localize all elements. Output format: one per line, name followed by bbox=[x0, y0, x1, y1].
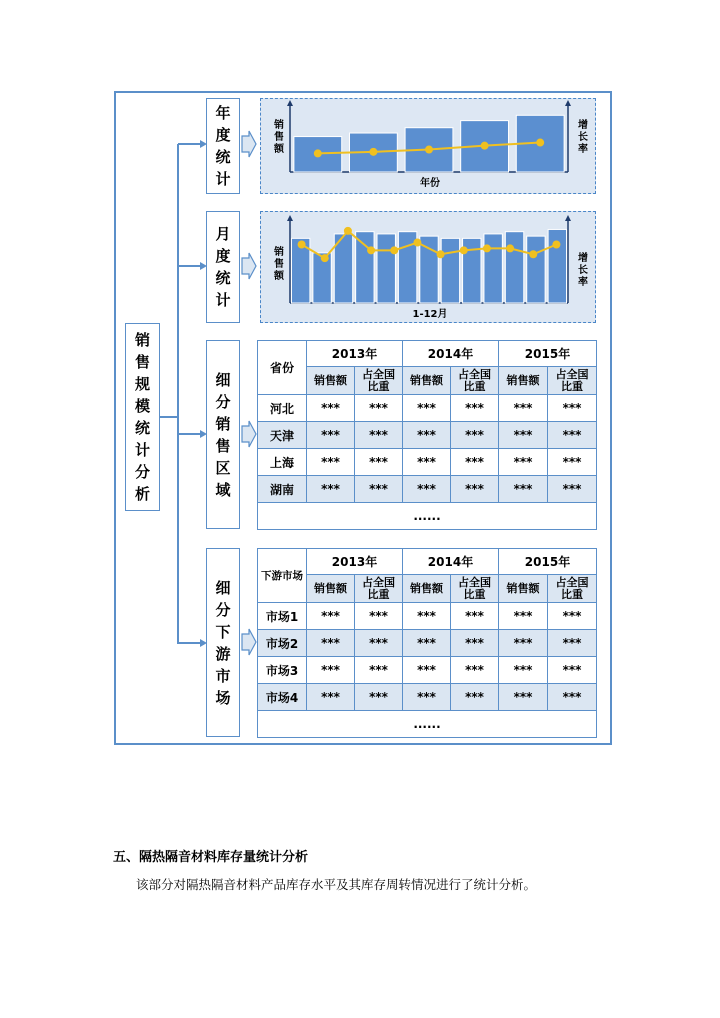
market-row-name: 市场1 bbox=[258, 603, 307, 630]
region-row-name: 湖南 bbox=[258, 476, 307, 503]
branch-label-region: 细 分 销 售 区 域 bbox=[215, 370, 231, 499]
region-cell: *** bbox=[355, 395, 403, 422]
market-cell: *** bbox=[403, 630, 451, 657]
monthly-ylabel-left: 销售额 bbox=[274, 247, 284, 282]
market-sub-header: 销售额 bbox=[403, 575, 451, 603]
market-cell: *** bbox=[307, 603, 355, 630]
chart-bar bbox=[548, 229, 566, 303]
annual-ylabel-left: 销售额 bbox=[274, 120, 284, 155]
market-cell: *** bbox=[499, 603, 548, 630]
table-row bbox=[258, 476, 597, 503]
region-cell: *** bbox=[307, 449, 355, 476]
region-cell: *** bbox=[451, 422, 499, 449]
region-year-header: 2013年 bbox=[307, 341, 403, 367]
market-sub-header: 占全国 比重 bbox=[548, 575, 597, 603]
region-sub-header: 销售额 bbox=[307, 367, 355, 395]
branch-label-market: 细 分 下 游 市 场 bbox=[215, 578, 231, 707]
branch-label-annual: 年 度 统 计 bbox=[215, 104, 231, 188]
chart-growth-point bbox=[413, 239, 421, 247]
region-cell: *** bbox=[499, 476, 548, 503]
branch-box-region bbox=[206, 340, 240, 529]
region-cell: *** bbox=[548, 395, 597, 422]
market-cell: *** bbox=[548, 630, 597, 657]
region-cell: *** bbox=[403, 476, 451, 503]
market-cell: *** bbox=[403, 684, 451, 711]
region-row-name: 天津 bbox=[258, 422, 307, 449]
chart-growth-point bbox=[425, 146, 433, 154]
chart-growth-point bbox=[390, 246, 398, 254]
market-cell: *** bbox=[499, 630, 548, 657]
region-cell: *** bbox=[499, 449, 548, 476]
branch-box-monthly bbox=[206, 211, 240, 323]
chart-growth-point bbox=[437, 250, 445, 258]
table-row bbox=[258, 449, 597, 476]
section-paragraph: 该部分对隔热隔音材料产品库存水平及其库存周转情况进行了统计分析。 bbox=[136, 877, 537, 892]
region-cell: *** bbox=[403, 449, 451, 476]
region-row-header: 省份 bbox=[258, 341, 307, 395]
chart-growth-point bbox=[529, 250, 537, 258]
market-sub-header: 销售额 bbox=[499, 575, 548, 603]
branch-label-monthly: 月 度 统 计 bbox=[215, 225, 231, 309]
market-cell: *** bbox=[451, 630, 499, 657]
monthly-ylabel-right: 增长率 bbox=[578, 253, 588, 288]
region-row-name: 上海 bbox=[258, 449, 307, 476]
region-cell: *** bbox=[355, 476, 403, 503]
table-row bbox=[258, 657, 597, 684]
market-cell: *** bbox=[499, 684, 548, 711]
region-cell: *** bbox=[355, 422, 403, 449]
table-row bbox=[258, 603, 597, 630]
market-year-header: 2015年 bbox=[499, 549, 597, 575]
market-cell: *** bbox=[548, 657, 597, 684]
market-cell: *** bbox=[499, 657, 548, 684]
region-cell: *** bbox=[499, 395, 548, 422]
chart-growth-point bbox=[298, 241, 306, 249]
market-cell: *** bbox=[403, 603, 451, 630]
chart-growth-point bbox=[344, 227, 352, 235]
table-row bbox=[258, 684, 597, 711]
region-cell: *** bbox=[307, 476, 355, 503]
market-cell: *** bbox=[307, 684, 355, 711]
region-cell: *** bbox=[548, 449, 597, 476]
chart-growth-point bbox=[481, 142, 489, 150]
table-row bbox=[258, 395, 597, 422]
table-row bbox=[258, 630, 597, 657]
market-sub-header: 销售额 bbox=[307, 575, 355, 603]
market-cell: *** bbox=[403, 657, 451, 684]
region-cell: *** bbox=[403, 395, 451, 422]
market-year-header: 2014年 bbox=[403, 549, 499, 575]
chart-bar bbox=[527, 236, 545, 303]
annual-ylabel-right: 增长率 bbox=[578, 120, 588, 155]
market-cell: *** bbox=[451, 657, 499, 684]
market-row-name: 市场3 bbox=[258, 657, 307, 684]
market-cell: *** bbox=[548, 684, 597, 711]
region-sub-header: 销售额 bbox=[403, 367, 451, 395]
market-cell: *** bbox=[355, 657, 403, 684]
branch-box-annual bbox=[206, 98, 240, 194]
market-cell: *** bbox=[307, 657, 355, 684]
region-cell: *** bbox=[499, 422, 548, 449]
region-cell: *** bbox=[355, 449, 403, 476]
connector-trunk-v bbox=[177, 144, 179, 644]
chart-growth-point bbox=[314, 149, 322, 157]
chart-growth-point bbox=[483, 244, 491, 252]
chart-bar bbox=[441, 238, 459, 303]
chart-growth-point bbox=[506, 244, 514, 252]
chart-bar bbox=[377, 234, 395, 303]
market-row-header: 下游市场 bbox=[258, 549, 307, 603]
monthly-xlabel: 1-12月 bbox=[412, 309, 448, 320]
chart-bar bbox=[505, 232, 523, 303]
region-year-header: 2014年 bbox=[403, 341, 499, 367]
region-cell: *** bbox=[451, 395, 499, 422]
market-cell: *** bbox=[307, 630, 355, 657]
region-sub-header: 销售额 bbox=[499, 367, 548, 395]
market-cell: *** bbox=[355, 603, 403, 630]
region-cell: *** bbox=[548, 476, 597, 503]
market-cell: *** bbox=[355, 630, 403, 657]
chart-growth-point bbox=[536, 139, 544, 147]
market-row-name: 市场2 bbox=[258, 630, 307, 657]
region-row-name: 河北 bbox=[258, 395, 307, 422]
chart-growth-point bbox=[367, 246, 375, 254]
market-cell: *** bbox=[451, 684, 499, 711]
market-cell: *** bbox=[355, 684, 403, 711]
chart-growth-point bbox=[321, 254, 329, 262]
market-row-name: 市场4 bbox=[258, 684, 307, 711]
section-heading: 五、隔热隔音材料库存量统计分析 bbox=[113, 850, 309, 865]
main-topic-label: 销 售 规 模 统 计 分 析 bbox=[134, 331, 150, 503]
chart-growth-point bbox=[369, 148, 377, 156]
main-topic-box bbox=[125, 323, 160, 511]
market-table bbox=[257, 548, 597, 738]
market-footer: ...... bbox=[258, 711, 597, 738]
region-cell: *** bbox=[307, 422, 355, 449]
region-cell: *** bbox=[451, 476, 499, 503]
region-cell: *** bbox=[548, 422, 597, 449]
chart-bar bbox=[484, 234, 502, 303]
region-cell: *** bbox=[307, 395, 355, 422]
branch-box-market bbox=[206, 548, 240, 737]
connector-trunk-h bbox=[160, 416, 178, 418]
region-footer: ...... bbox=[258, 503, 597, 530]
table-row bbox=[258, 422, 597, 449]
region-cell: *** bbox=[403, 422, 451, 449]
market-cell: *** bbox=[548, 603, 597, 630]
annual-chart bbox=[260, 98, 596, 194]
region-year-header: 2015年 bbox=[499, 341, 597, 367]
chart-growth-point bbox=[460, 246, 468, 254]
market-sub-header: 占全国 比重 bbox=[451, 575, 499, 603]
market-sub-header: 占全国 比重 bbox=[355, 575, 403, 603]
market-cell: *** bbox=[451, 603, 499, 630]
annual-xlabel: 年份 bbox=[420, 178, 440, 189]
region-cell: *** bbox=[451, 449, 499, 476]
market-year-header: 2013年 bbox=[307, 549, 403, 575]
region-sub-header: 占全国 比重 bbox=[451, 367, 499, 395]
chart-growth-point bbox=[552, 241, 560, 249]
region-sub-header: 占全国 比重 bbox=[355, 367, 403, 395]
chart-bar bbox=[356, 232, 374, 303]
region-table bbox=[257, 340, 597, 530]
region-sub-header: 占全国 比重 bbox=[548, 367, 597, 395]
monthly-chart bbox=[260, 211, 596, 323]
